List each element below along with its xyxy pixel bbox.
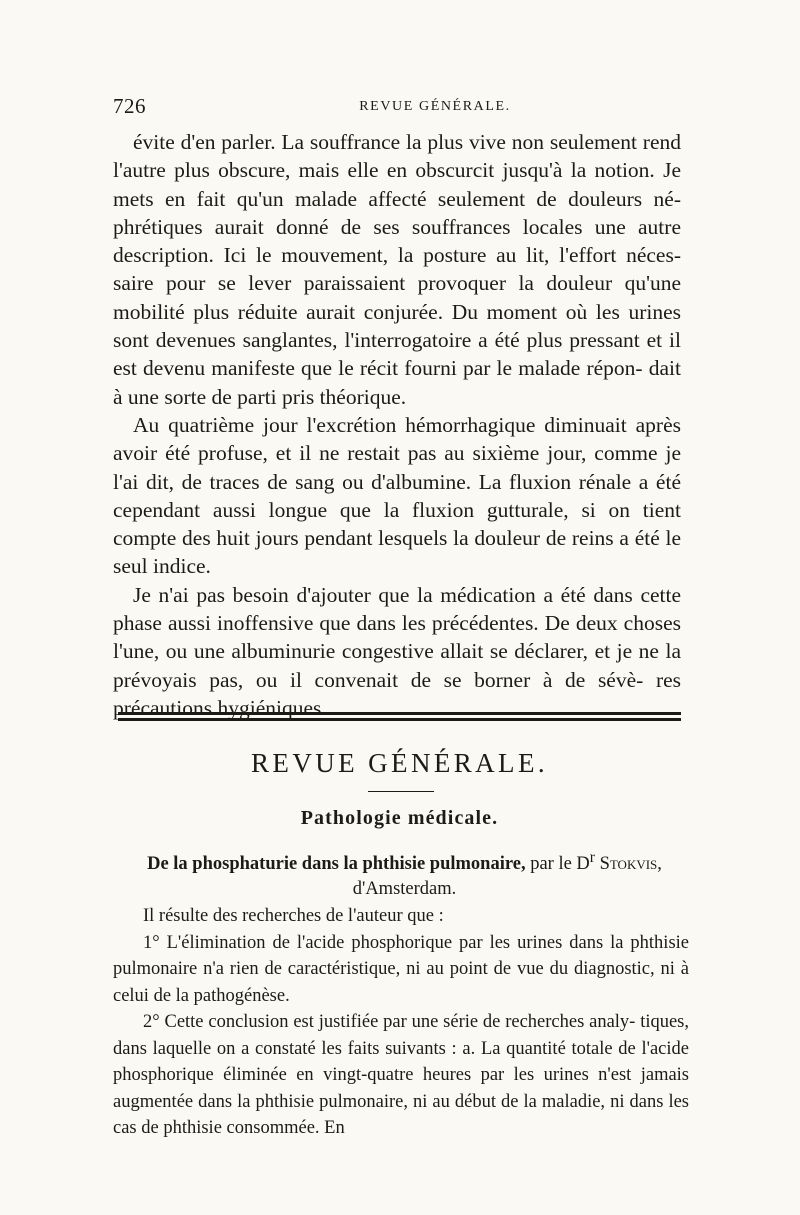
text-line: début de la maladie, ni dans les cas de phthisie consommée. En	[113, 1091, 689, 1138]
paragraph	[113, 411, 681, 581]
paragraph	[113, 930, 689, 1010]
text-line: dait à une sorte de parti pris théorique.	[113, 356, 682, 409]
text-line: cette phase aussi inoffensive que dans les précédentes. De deux	[113, 582, 682, 636]
author-place: d'Amsterdam.	[352, 879, 457, 900]
text-line: 1° L'élimination de l'acide phosphorique par les urines dans la	[143, 932, 624, 953]
title-underline	[368, 791, 434, 792]
text-line: tiques, dans laquelle on a constaté les faits suivants : a. La quantité	[113, 1012, 690, 1059]
text-line: évite d'en parler. La souffrance la plus vive non seulement rend	[133, 130, 681, 154]
section-divider	[118, 712, 681, 721]
text-line: 2° Cette conclusion est justifiée par une série de recherches analy-	[143, 1012, 636, 1032]
author-prefix-sup: r	[589, 849, 595, 866]
text-line: rénale a été cependant aussi longue que la fluxion gutturale,	[113, 469, 681, 522]
text-line: description. Ici le mouvement, la posture au lit, l'effort néces-	[113, 243, 681, 268]
text-line: après avoir été profuse, et il ne restait pas au sixième jour,	[113, 412, 682, 466]
subsection-title: Pathologie médicale.	[300, 807, 499, 829]
text-line: du diagnostic, ni à celui de la pathogénèse.	[113, 959, 689, 1006]
running-title: REVUE GÉNÉRALE.	[359, 99, 511, 114]
paragraph	[113, 128, 681, 411]
article-heading	[113, 845, 696, 902]
text-line: saire pour se lever paraissaient provoquer la douleur qu'une	[113, 271, 681, 296]
text-line: Au quatrième jour l'excrétion hémorrhagique diminuait	[133, 412, 627, 437]
text-line: sont devenues sanglantes, l'interrogatoire a été plus pressant et	[113, 328, 663, 353]
text-line: et je ne la prévoyais pas, ou il convenait de se borner à de sévè-	[113, 639, 682, 692]
running-head	[113, 94, 681, 124]
body-text	[113, 128, 681, 722]
text-line: phrétiques aurait donné de ses souffrances locales une autre	[113, 214, 681, 239]
section-title: REVUE GÉNÉRALE.	[251, 748, 548, 778]
page-number: 726	[113, 94, 146, 118]
text-line: de reins a été le seul indice.	[113, 526, 682, 579]
author-name: Stokvis,	[599, 854, 662, 875]
text-line: choses l'une, ou une albuminurie congestive allait se déclarer,	[113, 611, 681, 664]
paragraph	[113, 903, 689, 930]
paragraph	[113, 1009, 689, 1142]
paragraph	[113, 581, 681, 722]
text-line: les urines n'est jamais augmentée dans la phthisie pulmonaire, ni au	[113, 1065, 690, 1112]
article-title-line	[113, 845, 696, 877]
text-line: comme je l'ai dit, de traces de sang ou d'albumine. La fluxion	[113, 441, 681, 494]
article-title: De la phosphaturie dans la phthisie pulmonaire,	[147, 854, 526, 875]
text-line: Je mets en fait qu'un malade affecté seulement de douleurs né-	[113, 158, 681, 211]
author-prefix: par le D	[530, 854, 590, 875]
article-body	[113, 903, 689, 1142]
text-line: totale de l'acide phosphorique éliminée en vingt-quatre heures par	[113, 1038, 689, 1085]
text-line: res précautions hygiéniques.	[113, 667, 682, 720]
text-line: Je n'ai pas besoin d'ajouter que la médication a été dans	[133, 582, 633, 607]
text-line: l'autre plus obscure, mais elle en obscurcit jusqu'à la notion.	[113, 158, 655, 183]
text-line: si on tient compte des huit jours pendant lesquels la douleur	[113, 497, 682, 551]
text-line: il est devenu manifeste que le récit fourni par le malade répon-	[113, 328, 681, 381]
text-line: phthisie pulmonaire n'a rien de caractéristique, ni au point de vue	[113, 932, 690, 979]
text-line: mobilité plus réduite aurait conjurée. Du moment où les urines	[113, 299, 681, 324]
text-line: Il résulte des recherches de l'auteur que :	[143, 906, 444, 926]
